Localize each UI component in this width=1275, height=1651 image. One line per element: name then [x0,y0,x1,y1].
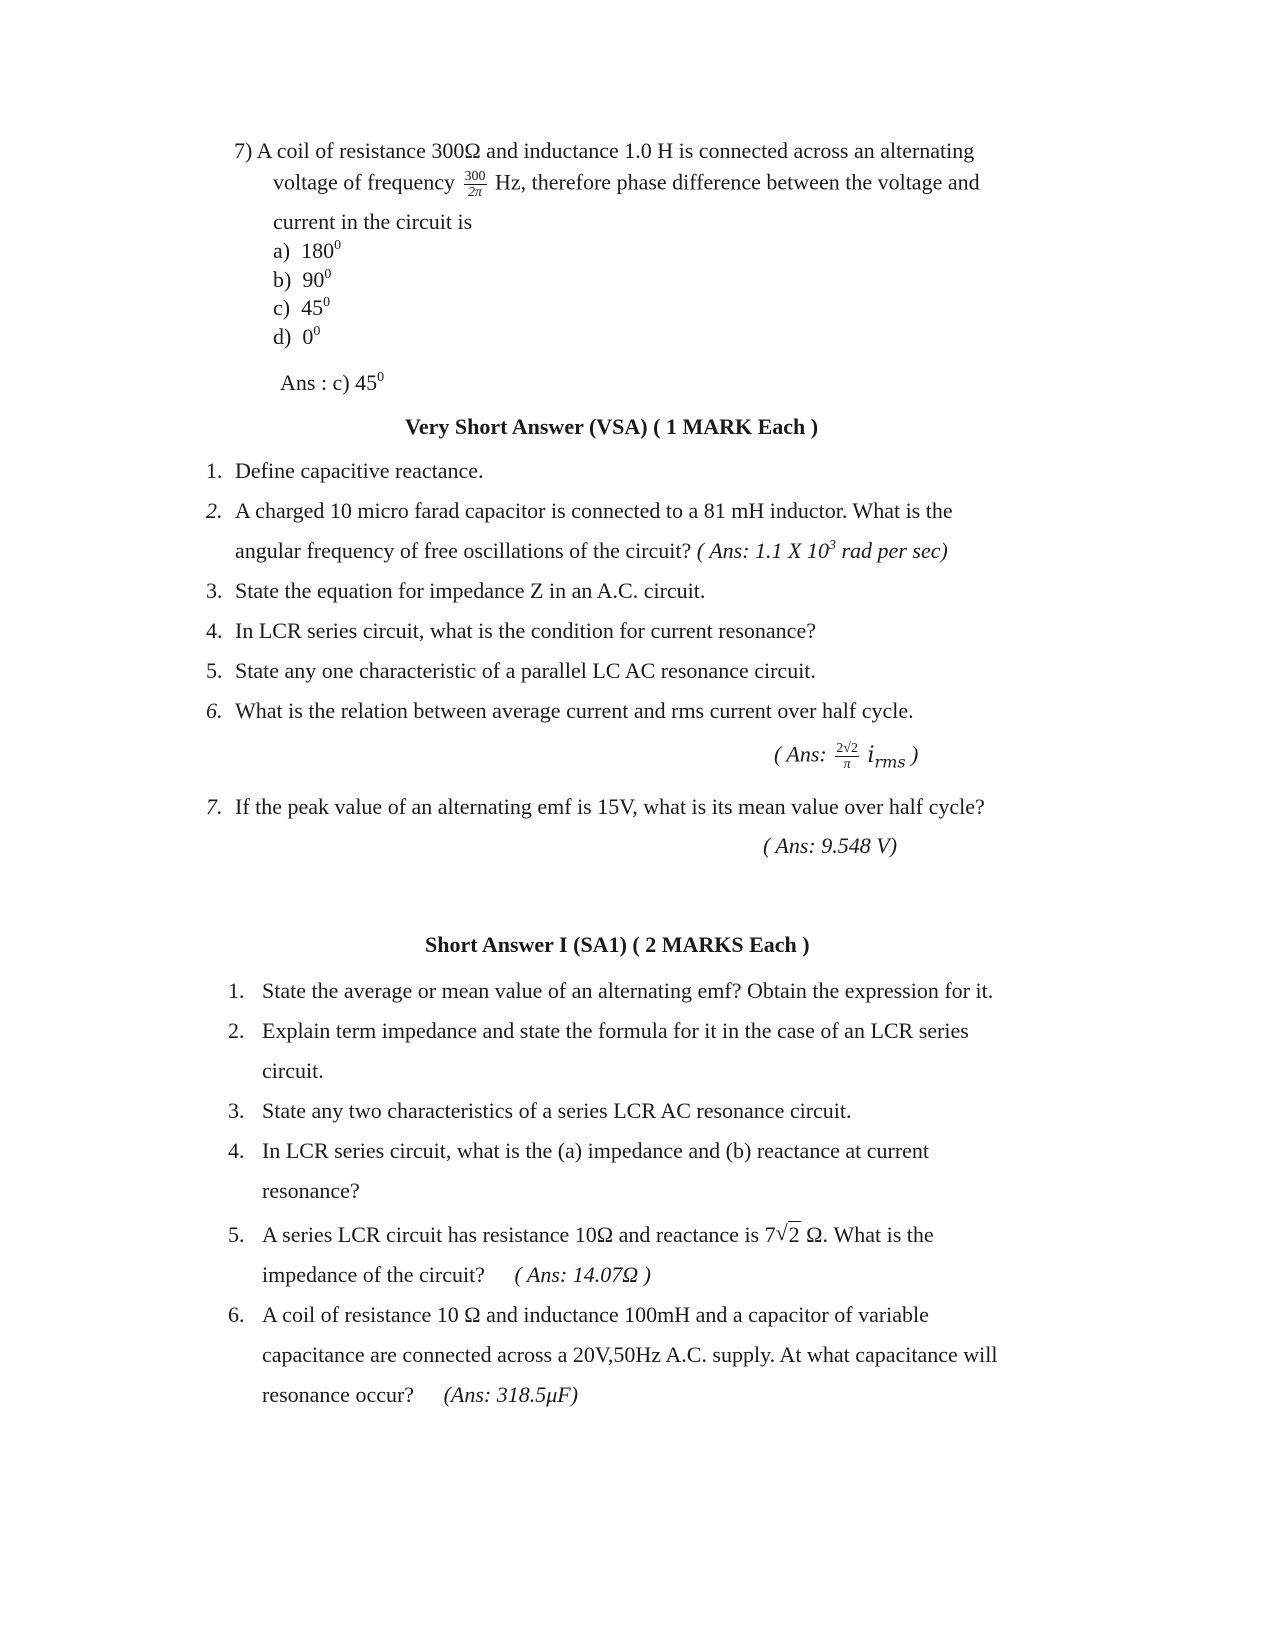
answer-text: ( Ans: [774,741,827,767]
vsa-question-7: If the peak value of an alternating emf is 15V, what is its mean value over half cycle? [235,794,985,819]
sa1-question-1: State the average or mean value of an alternating emf? Obtain the expression for it. [262,978,994,1003]
mcq7-answer [280,372,384,394]
vsa-question-4: In LCR series circuit, what is the condition for current resonance? [235,618,816,643]
sa1-answer-6: (Ans: 318.5μF) [443,1382,579,1407]
degree-superscript: 0 [313,324,321,339]
variable: i [867,742,875,768]
sa1-question-5-line1 [262,1224,934,1246]
exponent-superscript: 3 [829,538,836,553]
mcq7-line2b: Hz, therefore phase difference between the voltage and [495,169,980,195]
sa1-question-2-line1: Explain term impedance and state the formula for it in the case of an LCR series [262,1018,969,1043]
sa1-question-3: State any two characteristics of a series LCR AC resonance circuit. [262,1098,852,1123]
vsa-num-1: 1. [206,458,223,483]
mcq7-option-d [273,326,320,348]
mcq7-option-a [273,240,341,262]
mcq7-line2a: voltage of frequency [273,169,456,195]
question-text: angular frequency of free oscillations of the circuit? [235,538,692,563]
vsa-num-7: 7. [206,794,223,819]
option-label: b) [273,267,292,292]
vsa-num-4: 4. [206,618,223,643]
radicand: 2 [788,1222,800,1247]
vsa-question-2-line1: A charged 10 micro farad capacitor is connected to a 81 mH inductor. What is the [235,498,953,523]
vsa-question-6: What is the relation between average current and rms current over half cycle. [235,698,914,723]
vsa-answer-2 [697,538,948,563]
fraction-denominator: π [843,757,851,772]
mcq7-line2 [273,169,980,200]
vsa-answer-7: ( Ans: 9.548 V) [763,833,898,858]
frequency-denominator: 2π [468,185,483,200]
answer-text: rad per sec) [836,538,948,563]
sa1-heading: Short Answer I (SA1) ( 2 MARKS Each ) [425,932,810,957]
vsa-answer-6 [774,741,918,772]
sa1-question-4-line1: In LCR series circuit, what is the (a) impedance and (b) reactance at current [262,1138,930,1163]
question-text: impedance of the circuit? [262,1262,485,1287]
sa1-num-2: 2. [228,1018,245,1043]
vsa-question-2-line2 [235,540,948,562]
fraction-numerator: 2√2 [836,741,858,756]
sa1-question-6-line2: capacitance are connected across a 20V,50Hz A.C. supply. At what capacitance will [262,1342,998,1367]
option-value: 0 [302,324,314,349]
answer-text: ( Ans: 1.1 X 10 [696,538,829,563]
option-label: d) [273,324,292,349]
answer-text: ) [905,741,919,767]
vsa-question-3: State the equation for impedance Z in an A.C. circuit. [235,578,706,603]
degree-superscript: 0 [323,295,331,310]
option-value: 45 [301,295,324,320]
current-symbol [867,742,906,771]
question-text: Ω. What is the [800,1222,934,1247]
option-label: c) [273,295,291,320]
vsa-question-5: State any one characteristic of a parallel LC AC resonance circuit. [235,658,816,683]
mcq7-option-b [273,269,331,291]
vsa-heading: Very Short Answer (VSA) ( 1 MARK Each ) [405,414,819,439]
option-value: 180 [301,238,335,263]
mcq7-line3: current in the circuit is [273,209,473,234]
sa1-num-5: 5. [228,1222,245,1247]
sa1-question-5-line2 [262,1264,651,1286]
question-text: A series LCR circuit has resistance 10Ω and reactance is 7 [262,1222,776,1247]
sa1-num-3: 3. [228,1098,245,1123]
degree-superscript: 0 [377,370,385,385]
sa1-question-2-line2: circuit. [262,1058,324,1083]
option-value: 90 [302,267,325,292]
answer-text: Ans : c) 45 [280,370,378,395]
sa1-question-6-line1: A coil of resistance 10 Ω and inductance 100mH and a capacitor of variable [262,1302,929,1327]
sa1-num-1: 1. [228,978,245,1003]
sa1-num-4: 4. [228,1138,245,1163]
vsa-num-3: 3. [206,578,223,603]
square-root [776,1224,801,1246]
sa1-num-6: 6. [228,1302,245,1327]
sa1-question-4-line2: resonance? [262,1178,360,1203]
degree-superscript: 0 [324,267,332,282]
mcq7-option-c [273,297,330,319]
vsa-num-6: 6. [206,698,223,723]
vsa-num-5: 5. [206,658,223,683]
vsa-num-2: 2. [206,498,223,523]
answer-fraction [835,741,859,772]
subscript: rms [874,751,906,771]
question-text: resonance occur? [262,1382,415,1407]
option-label: a) [273,238,291,263]
mcq7-line1: 7) A coil of resistance 300Ω and inductance 1.0 H is connected across an alternating [234,138,975,163]
frequency-numerator: 300 [464,169,486,184]
frequency-fraction [464,169,487,200]
sa1-answer-5: ( Ans: 14.07Ω ) [514,1262,651,1287]
vsa-question-1: Define capacitive reactance. [235,458,484,483]
degree-superscript: 0 [334,238,342,253]
sa1-question-6-line3 [262,1384,578,1406]
